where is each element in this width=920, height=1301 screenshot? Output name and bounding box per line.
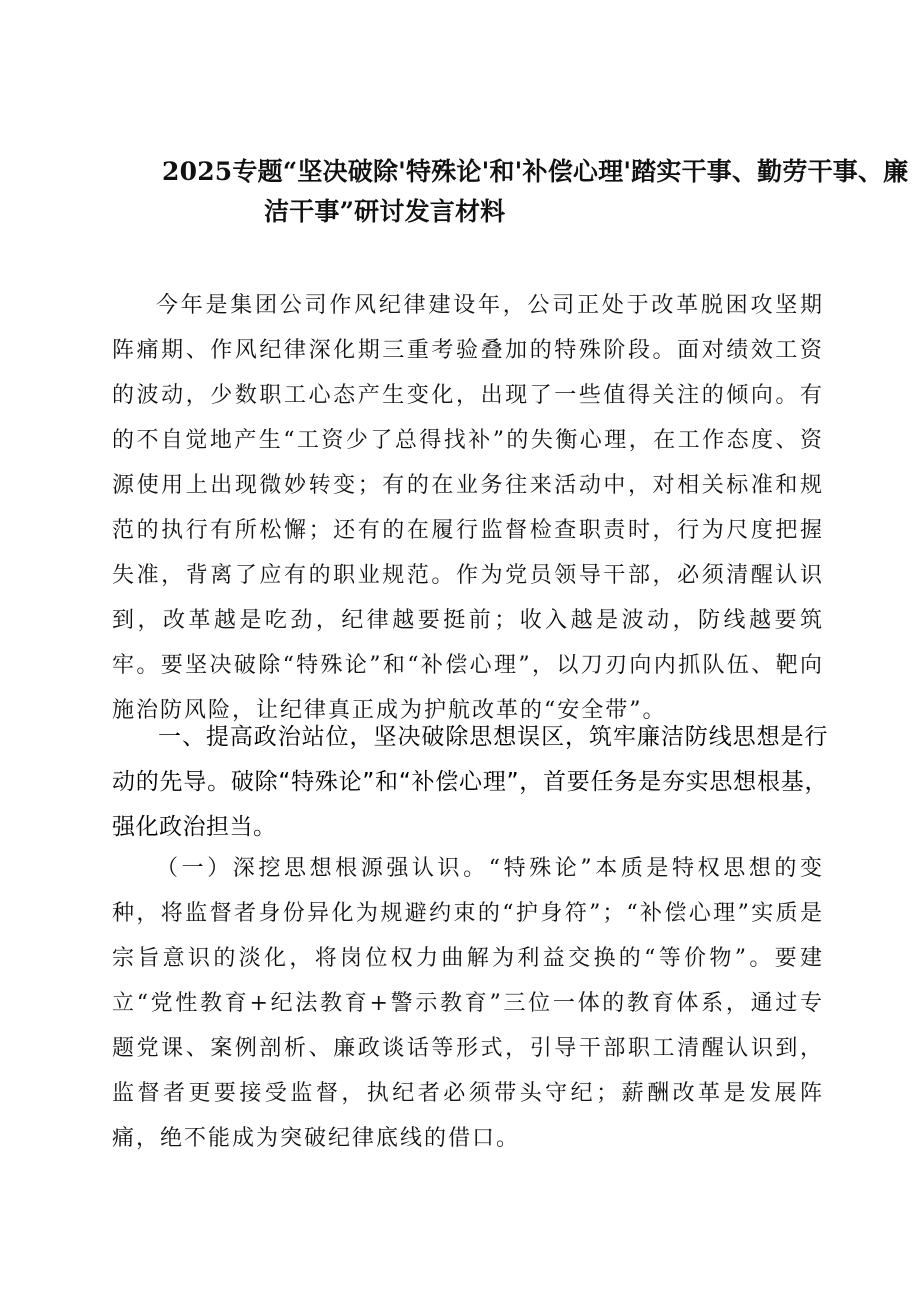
document-title [162,152,909,232]
intro-paragraph: 今年是集团公司作风纪律建设年，公司正处于改革脱困攻坚期阵痛期、作风纪律深化期三重考验叠加的特殊阶段。面对绩效工资的波动，少数职工心态产生变化，出现了一些值得关注的倾向。有的不自觉地产生“工资少了总得找补”的失衡心理，在工作态度、资源使用上出现微妙转变；有的在业务往来活动中，对相关标准和规范的执行有所松懈；还有的在履行监督检查职责时，行为尺度把握失准，背离了应有的职业规范。作为党员领导干部，必须清醒认识到，改革越是吃劲，纪律越要挺前；收入越是波动，防线越要筑牢。要坚决破除“特殊论”和“补偿心理”，以刀刃向内抓队伍、靶向施治防风险，让纪律真正成为护航改革的“安全带”。 [112,293,824,723]
title-line-2: 洁干事”研讨发言材料 [264,197,506,226]
subsection-1-paragraph: （一）深挖思想根源强认识。“特殊论”本质是特权思想的变种，将监督者身份异化为规避约束的“护身符”；“补偿心理”实质是宗旨意识的淡化，将岗位权力曲解为利益交换的“等价物”。要建立“党性教育+纪法教育+警示教育”三位一体的教育体系，通过专题党课、案例剖析、廉政谈话等形式，引导干部职工清醒认识到，监督者更要接受监督，执纪者必须带头守纪；薪酬改革是发展阵痛，绝不能成为突破纪律底线的借口。 [112,856,824,1151]
section-1-heading: 一、提高政治站位，坚决破除思想误区，筑牢廉洁防线思想是行动的先导。破除“特殊论”和“补偿心理”，首要任务是夯实思想根基，强化政治担当。 [112,724,828,840]
title-line-1: 2025专题“坚决破除'特殊论'和'补偿心理'踏实干事、勤劳干事、廉 [162,157,909,186]
